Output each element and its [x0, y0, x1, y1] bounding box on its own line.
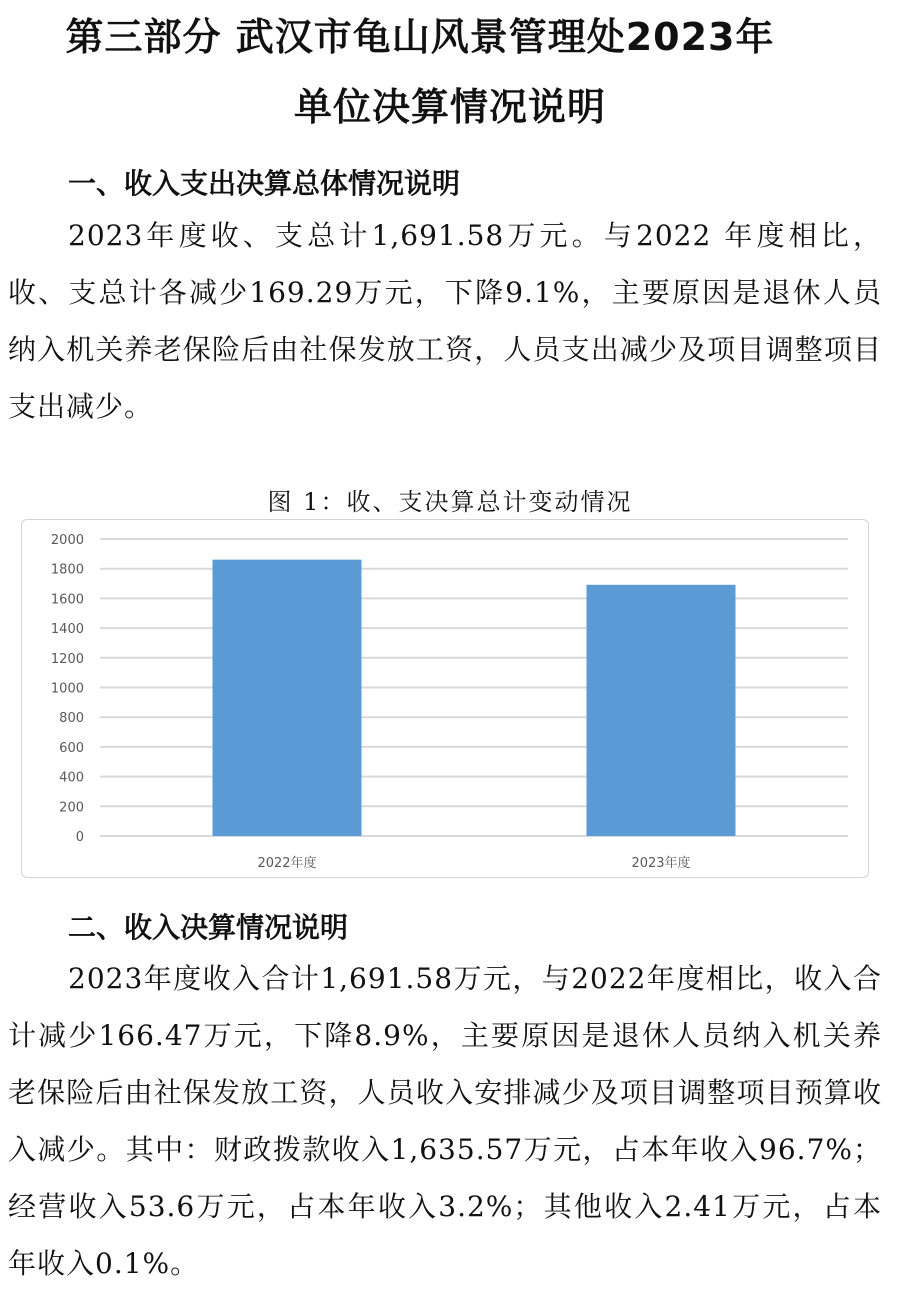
- y-tick-label: 200: [59, 800, 84, 816]
- x-category-label: 2023年度: [631, 856, 691, 871]
- section2-paragraph: 2023年度收入合计1,691.58万元，与2022年度相比，收入合计减少166.47万元，下降8.9%，主要原因是退休人员纳入机关养老保险后由社保发放工资，人员收入安排减少及项目调整项目预算收入减少。其中：财政拨款收入1,635.57万元，占本年收入96.7%；经营收入53.6万元，占本年收入3.2%；其他收入2.41万元，占本年收入0.1%。: [8, 962, 882, 1280]
- chart-container: [21, 519, 869, 878]
- y-tick-label: 400: [59, 770, 84, 786]
- y-tick-label: 1600: [50, 592, 84, 608]
- bar-chart: [22, 520, 868, 877]
- y-tick-label: 2000: [50, 533, 84, 548]
- section1-heading: 一、收入支出决算总体情况说明: [68, 167, 461, 200]
- section2-heading: 二、收入决算情况说明: [68, 911, 349, 944]
- document-title-line2: 单位决算情况说明: [293, 85, 606, 129]
- y-tick-label: 1400: [50, 622, 84, 638]
- y-tick-label: 1000: [50, 681, 84, 697]
- y-tick-label: 1800: [50, 562, 84, 578]
- bar: [213, 560, 362, 836]
- document-title-line1: 第三部分 武汉市龟山风景管理处2023年: [65, 15, 775, 59]
- y-tick-label: 1200: [50, 651, 84, 667]
- x-category-label: 2022年度: [257, 856, 317, 871]
- y-tick-label: 600: [59, 740, 84, 756]
- bar: [587, 585, 736, 836]
- figure-caption: 图 1：收、支决算总计变动情况: [267, 488, 633, 516]
- y-tick-label: 800: [59, 711, 84, 727]
- y-tick-label: 0: [75, 830, 84, 845]
- section1-paragraph: 2023年度收、支总计1,691.58万元。与2022 年度相比，收、支总计各减少169.29万元，下降9.1%，主要原因是退休人员纳入机关养老保险后由社保发放工资，人员支出减少及项目调整项目支出减少。: [8, 219, 882, 423]
